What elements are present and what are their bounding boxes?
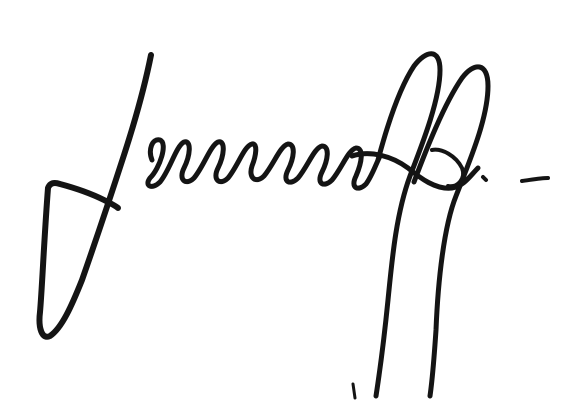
signature-stroke-curl: [432, 150, 463, 187]
signature-dot: [483, 177, 486, 180]
signature-speck: [353, 384, 355, 398]
signature-stroke-tall-loop-1: [376, 54, 440, 396]
signature-stroke-loops: [148, 140, 380, 188]
signature-stroke-j-main: [39, 55, 151, 337]
signature-stroke-tall-loop-2: [414, 67, 488, 396]
signature-dash: [522, 178, 548, 181]
